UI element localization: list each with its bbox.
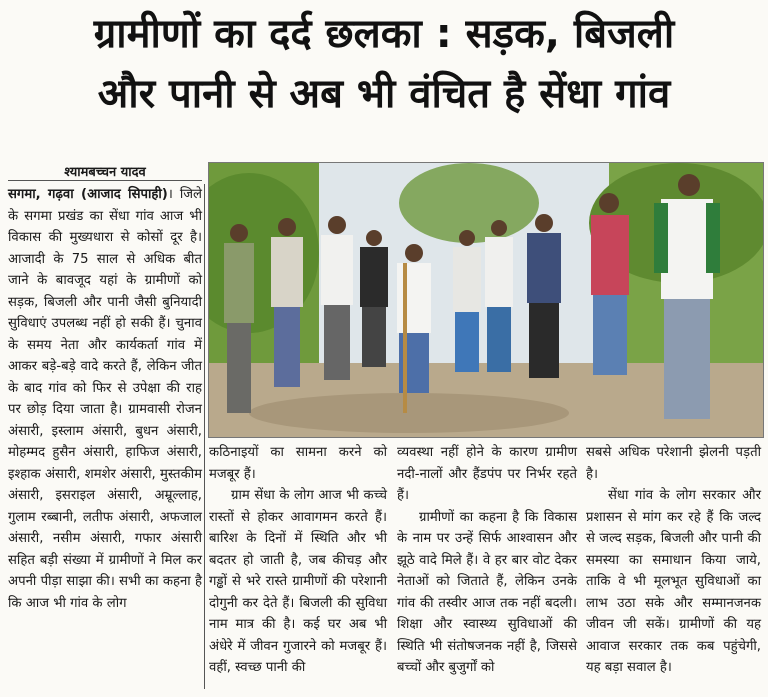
- headline-line-1: ग्रामीणों का दर्द छलका : सड़क, बिजली: [93, 11, 675, 57]
- column-4-para-2: सेंधा गांव के लोग सरकार और प्रशासन से मांग कर रहे हैं कि जल्द से जल्द सड़क, बिजली और पानी की समस्या का समाधान किया जाये, ताकि वे भी मूलभूत सुविधाओं का लाभ उठा सके और सम्मानजनक जीवन जी सकें। ग्रामीणों की यह आवाज सरकार तक कब पहुंचेगी, यह बड़ा सवाल है।: [586, 488, 761, 675]
- byline-rule: [8, 180, 202, 181]
- column-divider-1: [204, 184, 205, 689]
- column-1-text: । जिले के सगमा प्रखंड का सेंधा गांव आज भी विकास की मुख्यधारा से कोसों दूर है। आजादी के 75 साल से अधिक बीत जाने के बावजूद यहां के ग्रामीणों को सड़क, बिजली और पानी जैसी बुनियादी सुविधाएं उपलब्ध नहीं हो सकी हैं। चुनाव के समय नेता और कार्यकर्ता गांव में आकर बड़े-बड़े वादे करते हैं, लेकिन जीत के बाद गांव को फिर से उपेक्षा की राह पर छोड़ दिया जाता है। ग्रामवासी रोजन अंसारी, इस्लाम अंसारी, बुधन अंसारी, मोहम्मद हुसैन अंसारी, हाफिज अंसारी, इश्हाक अंसारी, शमशेर अंसारी, मुस्तकीम अंसारी, इसराइल अंसारी, अम्रूल्लाह, गुलाम रब्बानी, लतीफ अंसारी, अफजाल अंसारी, नसीम अंसारी, गफार अंसारी सहित बड़ी संख्या में ग्रामीणों ने मिल कर अपनी पीड़ा साझा की। सभी का कहना है कि आज भी गांव के लोग: [8, 187, 202, 611]
- byline: श्यामबच्चन यादव: [64, 165, 146, 180]
- column-2-para-2: ग्राम सेंधा के लोग आज भी कच्चे रास्तों से होकर आवागमन करते हैं। बारिश के दिनों में स्थिति और भी बदतर हो जाती है, जब कीचड़ और गड्ढों से भरे रास्ते ग्रामीणों की परेशानी दोगुनी कर देते हैं। बिजली की सुविधा नाम मात्र की है। कई घर अब भी अंधेरे में जीवन गुजारने को मजबूर हैं। वहीं, स्वच्छ पानी की: [209, 488, 387, 675]
- article-column-1: [8, 184, 202, 614]
- column-3-para-1: व्यवस्था नहीं होने के कारण ग्रामीण नदी-नालों और हैंडपंप पर निर्भर रहते हैं।: [397, 445, 577, 503]
- article-column-2: [209, 442, 387, 679]
- column-4-para-1: सबसे अधिक परेशानी झेलनी पड़ती है।: [586, 445, 761, 482]
- headline: [8, 4, 760, 154]
- photo-illustration: [209, 163, 763, 437]
- headline-line-2: और पानी से अब भी वंचित है सेंधा गांव: [97, 71, 671, 117]
- article-column-4: [586, 442, 761, 679]
- article-column-3: [397, 442, 577, 679]
- village-group-photo: [208, 162, 764, 438]
- column-3-para-2: ग्रामीणों का कहना है कि विकास के नाम पर उन्हें सिर्फ आश्वासन और झूठे वादे मिले हैं। वे हर बार वोट देकर नेताओं को जिताते हैं, लेकिन उनके गांव की तस्वीर आज तक नहीं बदली। शिक्षा और स्वास्थ्य सुविधाओं की स्थिति भी संतोषजनक नहीं है, जिससे बच्चों और बुजुर्गों को: [397, 509, 577, 675]
- dateline: सगमा, गढ़वा (आजाद सिपाही): [8, 187, 168, 202]
- column-2-para-1: कठिनाइयों का सामना करने को मजबूर हैं।: [209, 445, 387, 482]
